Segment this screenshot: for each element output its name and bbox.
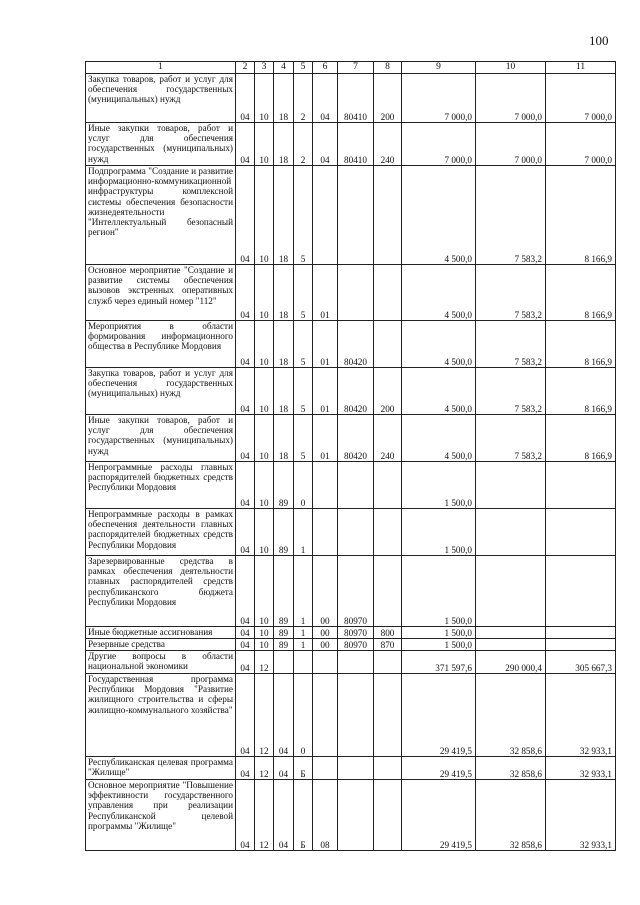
amount-cell: 4 500,0 xyxy=(402,265,476,321)
code-cell: 04 xyxy=(236,639,255,651)
amount-cell xyxy=(546,627,616,639)
amount-cell: 32 933,1 xyxy=(546,757,616,780)
amount-cell: 29 419,5 xyxy=(402,757,476,780)
code-cell: 04 xyxy=(236,780,255,851)
amount-cell: 7 583,2 xyxy=(476,321,546,368)
code-cell: 80410 xyxy=(338,74,374,123)
code-cell xyxy=(313,166,338,265)
budget-table xyxy=(85,61,616,851)
row-name-cell: Непрограммные расходы главных распорядителей бюджетных средств Республики Мордовия xyxy=(86,462,236,509)
code-cell xyxy=(274,651,294,674)
amount-cell: 1 500,0 xyxy=(402,639,476,651)
header-cell: 8 xyxy=(374,62,402,74)
code-cell: 5 xyxy=(294,265,313,321)
code-cell: 800 xyxy=(374,627,402,639)
code-cell: 870 xyxy=(374,639,402,651)
row-name-cell: Другие вопросы в области национальной экономики xyxy=(86,651,236,674)
row-name-cell: Закупка товаров, работ и услуг для обеспечения государственных (муниципальных) нужд xyxy=(86,74,236,123)
code-cell: 04 xyxy=(274,674,294,757)
code-cell xyxy=(313,757,338,780)
code-cell: 10 xyxy=(255,509,274,556)
code-cell: 18 xyxy=(274,321,294,368)
row-name-cell: Закупка товаров, работ и услуг для обеспечения государственных (муниципальных) нужд xyxy=(86,368,236,415)
code-cell: 80970 xyxy=(338,639,374,651)
code-cell: 5 xyxy=(294,166,313,265)
code-cell: 2 xyxy=(294,74,313,123)
table-row xyxy=(86,123,616,166)
row-name-cell: Основное мероприятие "Повышение эффективности государственного управления при реализации Республиканской целевой программы "Жилище" xyxy=(86,780,236,851)
code-cell: 89 xyxy=(274,556,294,627)
header-cell: 5 xyxy=(294,62,313,74)
amount-cell: 32 858,6 xyxy=(476,674,546,757)
table-row xyxy=(86,462,616,509)
code-cell: 04 xyxy=(236,321,255,368)
code-cell: 04 xyxy=(236,651,255,674)
amount-cell: 1 500,0 xyxy=(402,627,476,639)
header-cell: 7 xyxy=(338,62,374,74)
code-cell: 04 xyxy=(236,415,255,462)
code-cell: 80970 xyxy=(338,556,374,627)
code-cell: 10 xyxy=(255,415,274,462)
amount-cell: 4 500,0 xyxy=(402,415,476,462)
amount-cell: 7 583,2 xyxy=(476,166,546,265)
table-row xyxy=(86,556,616,627)
code-cell: 200 xyxy=(374,74,402,123)
amount-cell: 7 583,2 xyxy=(476,265,546,321)
row-name-cell: Государственная программа Республики Мордовия "Развитие жилищного строительства и сферы жилищно-коммунального хозяйства" xyxy=(86,674,236,757)
code-cell: 04 xyxy=(236,265,255,321)
code-cell xyxy=(374,462,402,509)
code-cell xyxy=(374,556,402,627)
code-cell: 10 xyxy=(255,265,274,321)
code-cell: 04 xyxy=(313,74,338,123)
code-cell xyxy=(338,780,374,851)
code-cell: 04 xyxy=(313,123,338,166)
table-row xyxy=(86,651,616,674)
code-cell: 12 xyxy=(255,674,274,757)
amount-cell: 371 597,6 xyxy=(402,651,476,674)
code-cell: 12 xyxy=(255,757,274,780)
table-row xyxy=(86,368,616,415)
code-cell: 10 xyxy=(255,321,274,368)
code-cell xyxy=(294,651,313,674)
code-cell xyxy=(374,780,402,851)
code-cell: 80420 xyxy=(338,415,374,462)
amount-cell: 29 419,5 xyxy=(402,780,476,851)
code-cell: 10 xyxy=(255,627,274,639)
row-name-cell: Иные закупки товаров, работ и услуг для обеспечения государственных (муниципальных) нужд xyxy=(86,415,236,462)
code-cell: 80410 xyxy=(338,123,374,166)
amount-cell: 4 500,0 xyxy=(402,368,476,415)
amount-cell: 32 933,1 xyxy=(546,780,616,851)
table-row xyxy=(86,627,616,639)
row-name-cell: Республиканская целевая программа "Жилище" xyxy=(86,757,236,780)
code-cell: 18 xyxy=(274,415,294,462)
header-cell: 2 xyxy=(236,62,255,74)
amount-cell xyxy=(546,509,616,556)
code-cell: 04 xyxy=(236,368,255,415)
code-cell xyxy=(338,166,374,265)
code-cell: 10 xyxy=(255,123,274,166)
code-cell: 2 xyxy=(294,123,313,166)
header-cell: 11 xyxy=(546,62,616,74)
amount-cell: 7 000,0 xyxy=(546,123,616,166)
code-cell xyxy=(374,166,402,265)
code-cell: 240 xyxy=(374,415,402,462)
amount-cell xyxy=(476,556,546,627)
code-cell: 5 xyxy=(294,368,313,415)
amount-cell: 290 000,4 xyxy=(476,651,546,674)
table-row xyxy=(86,757,616,780)
code-cell xyxy=(313,651,338,674)
amount-cell: 7 000,0 xyxy=(476,123,546,166)
header-row xyxy=(86,62,616,74)
code-cell: 18 xyxy=(274,74,294,123)
amount-cell: 4 500,0 xyxy=(402,166,476,265)
amount-cell: 32 858,6 xyxy=(476,780,546,851)
table-row xyxy=(86,166,616,265)
code-cell: 04 xyxy=(236,509,255,556)
amount-cell xyxy=(476,462,546,509)
amount-cell: 7 583,2 xyxy=(476,415,546,462)
code-cell: 01 xyxy=(313,415,338,462)
code-cell: 00 xyxy=(313,556,338,627)
code-cell xyxy=(374,321,402,368)
code-cell: 01 xyxy=(313,368,338,415)
row-name-cell: Мероприятия в области формирования информационного общества в Республике Мордовия xyxy=(86,321,236,368)
amount-cell: 1 500,0 xyxy=(402,509,476,556)
code-cell: 1 xyxy=(294,639,313,651)
code-cell: 0 xyxy=(294,674,313,757)
row-name-cell: Иные бюджетные ассигнования xyxy=(86,627,236,639)
code-cell xyxy=(338,509,374,556)
header-cell: 4 xyxy=(274,62,294,74)
amount-cell xyxy=(476,627,546,639)
code-cell: 200 xyxy=(374,368,402,415)
code-cell xyxy=(313,509,338,556)
row-name-cell: Резервные средства xyxy=(86,639,236,651)
table-row xyxy=(86,509,616,556)
code-cell: 10 xyxy=(255,556,274,627)
code-cell xyxy=(313,674,338,757)
amount-cell: 8 166,9 xyxy=(546,415,616,462)
code-cell: 18 xyxy=(274,166,294,265)
code-cell xyxy=(338,651,374,674)
code-cell: 04 xyxy=(236,123,255,166)
code-cell: 00 xyxy=(313,639,338,651)
code-cell: 10 xyxy=(255,166,274,265)
amount-cell: 4 500,0 xyxy=(402,321,476,368)
table-row xyxy=(86,265,616,321)
amount-cell: 7 000,0 xyxy=(546,74,616,123)
table-row xyxy=(86,780,616,851)
code-cell: 5 xyxy=(294,321,313,368)
amount-cell: 8 166,9 xyxy=(546,265,616,321)
code-cell: 18 xyxy=(274,265,294,321)
code-cell: 0 xyxy=(294,462,313,509)
page-number: 100 xyxy=(589,33,609,48)
code-cell xyxy=(338,674,374,757)
code-cell: 01 xyxy=(313,321,338,368)
amount-cell xyxy=(546,556,616,627)
code-cell xyxy=(313,462,338,509)
amount-cell xyxy=(476,509,546,556)
amount-cell: 29 419,5 xyxy=(402,674,476,757)
code-cell: Б xyxy=(294,780,313,851)
code-cell: 10 xyxy=(255,639,274,651)
amount-cell xyxy=(546,462,616,509)
table-row xyxy=(86,74,616,123)
code-cell xyxy=(374,674,402,757)
code-cell: 10 xyxy=(255,368,274,415)
code-cell: 04 xyxy=(274,757,294,780)
table-row xyxy=(86,321,616,368)
row-name-cell: Непрограммные расходы в рамках обеспечения деятельности главных распорядителей бюджетных средств Республики Мордовия xyxy=(86,509,236,556)
code-cell: 80420 xyxy=(338,321,374,368)
amount-cell xyxy=(546,639,616,651)
code-cell xyxy=(374,757,402,780)
header-cell: 10 xyxy=(476,62,546,74)
header-cell: 6 xyxy=(313,62,338,74)
amount-cell: 7 000,0 xyxy=(402,74,476,123)
code-cell xyxy=(338,757,374,780)
row-name-cell: Зарезервированные средства в рамках обеспечения деятельности главных распорядителей средств республиканского бюджета Республики Мордовия xyxy=(86,556,236,627)
code-cell: 5 xyxy=(294,415,313,462)
amount-cell xyxy=(476,639,546,651)
amount-cell: 8 166,9 xyxy=(546,368,616,415)
code-cell: 04 xyxy=(236,627,255,639)
amount-cell: 1 500,0 xyxy=(402,462,476,509)
code-cell: 04 xyxy=(236,674,255,757)
code-cell: 08 xyxy=(313,780,338,851)
table-row xyxy=(86,415,616,462)
code-cell: Б xyxy=(294,757,313,780)
row-name-cell: Подпрограмма "Создание и развитие информационно-коммуникационной инфраструктуры комплексной системы обеспечения безопасности жизнедеятельности "Интеллектуальный безопасный регион" xyxy=(86,166,236,265)
code-cell: 04 xyxy=(236,757,255,780)
code-cell xyxy=(374,265,402,321)
amount-cell: 8 166,9 xyxy=(546,321,616,368)
code-cell: 10 xyxy=(255,462,274,509)
header-cell: 1 xyxy=(86,62,236,74)
code-cell: 1 xyxy=(294,627,313,639)
code-cell: 04 xyxy=(236,556,255,627)
code-cell: 18 xyxy=(274,368,294,415)
code-cell: 1 xyxy=(294,509,313,556)
amount-cell: 7 583,2 xyxy=(476,368,546,415)
code-cell: 89 xyxy=(274,509,294,556)
amount-cell: 305 667,3 xyxy=(546,651,616,674)
code-cell: 00 xyxy=(313,627,338,639)
code-cell xyxy=(374,651,402,674)
code-cell: 18 xyxy=(274,123,294,166)
amount-cell: 1 500,0 xyxy=(402,556,476,627)
code-cell: 04 xyxy=(236,166,255,265)
code-cell: 04 xyxy=(274,780,294,851)
header-cell: 3 xyxy=(255,62,274,74)
code-cell: 04 xyxy=(236,74,255,123)
code-cell: 80420 xyxy=(338,368,374,415)
code-cell: 89 xyxy=(274,462,294,509)
row-name-cell: Основное мероприятие "Создание и развитие системы обеспечения вызовов экстренных оперативных служб через единый номер "112" xyxy=(86,265,236,321)
code-cell: 240 xyxy=(374,123,402,166)
table-row xyxy=(86,639,616,651)
header-cell: 9 xyxy=(402,62,476,74)
amount-cell: 32 933,1 xyxy=(546,674,616,757)
code-cell: 01 xyxy=(313,265,338,321)
table-row xyxy=(86,674,616,757)
amount-cell: 32 858,6 xyxy=(476,757,546,780)
code-cell: 1 xyxy=(294,556,313,627)
code-cell: 10 xyxy=(255,74,274,123)
code-cell xyxy=(374,509,402,556)
code-cell: 89 xyxy=(274,627,294,639)
code-cell: 12 xyxy=(255,651,274,674)
amount-cell: 7 000,0 xyxy=(402,123,476,166)
code-cell: 12 xyxy=(255,780,274,851)
code-cell: 04 xyxy=(236,462,255,509)
code-cell: 80970 xyxy=(338,627,374,639)
code-cell xyxy=(338,265,374,321)
amount-cell: 8 166,9 xyxy=(546,166,616,265)
amount-cell: 7 000,0 xyxy=(476,74,546,123)
row-name-cell: Иные закупки товаров, работ и услуг для обеспечения государственных (муниципальных) нужд xyxy=(86,123,236,166)
code-cell xyxy=(338,462,374,509)
code-cell: 89 xyxy=(274,639,294,651)
